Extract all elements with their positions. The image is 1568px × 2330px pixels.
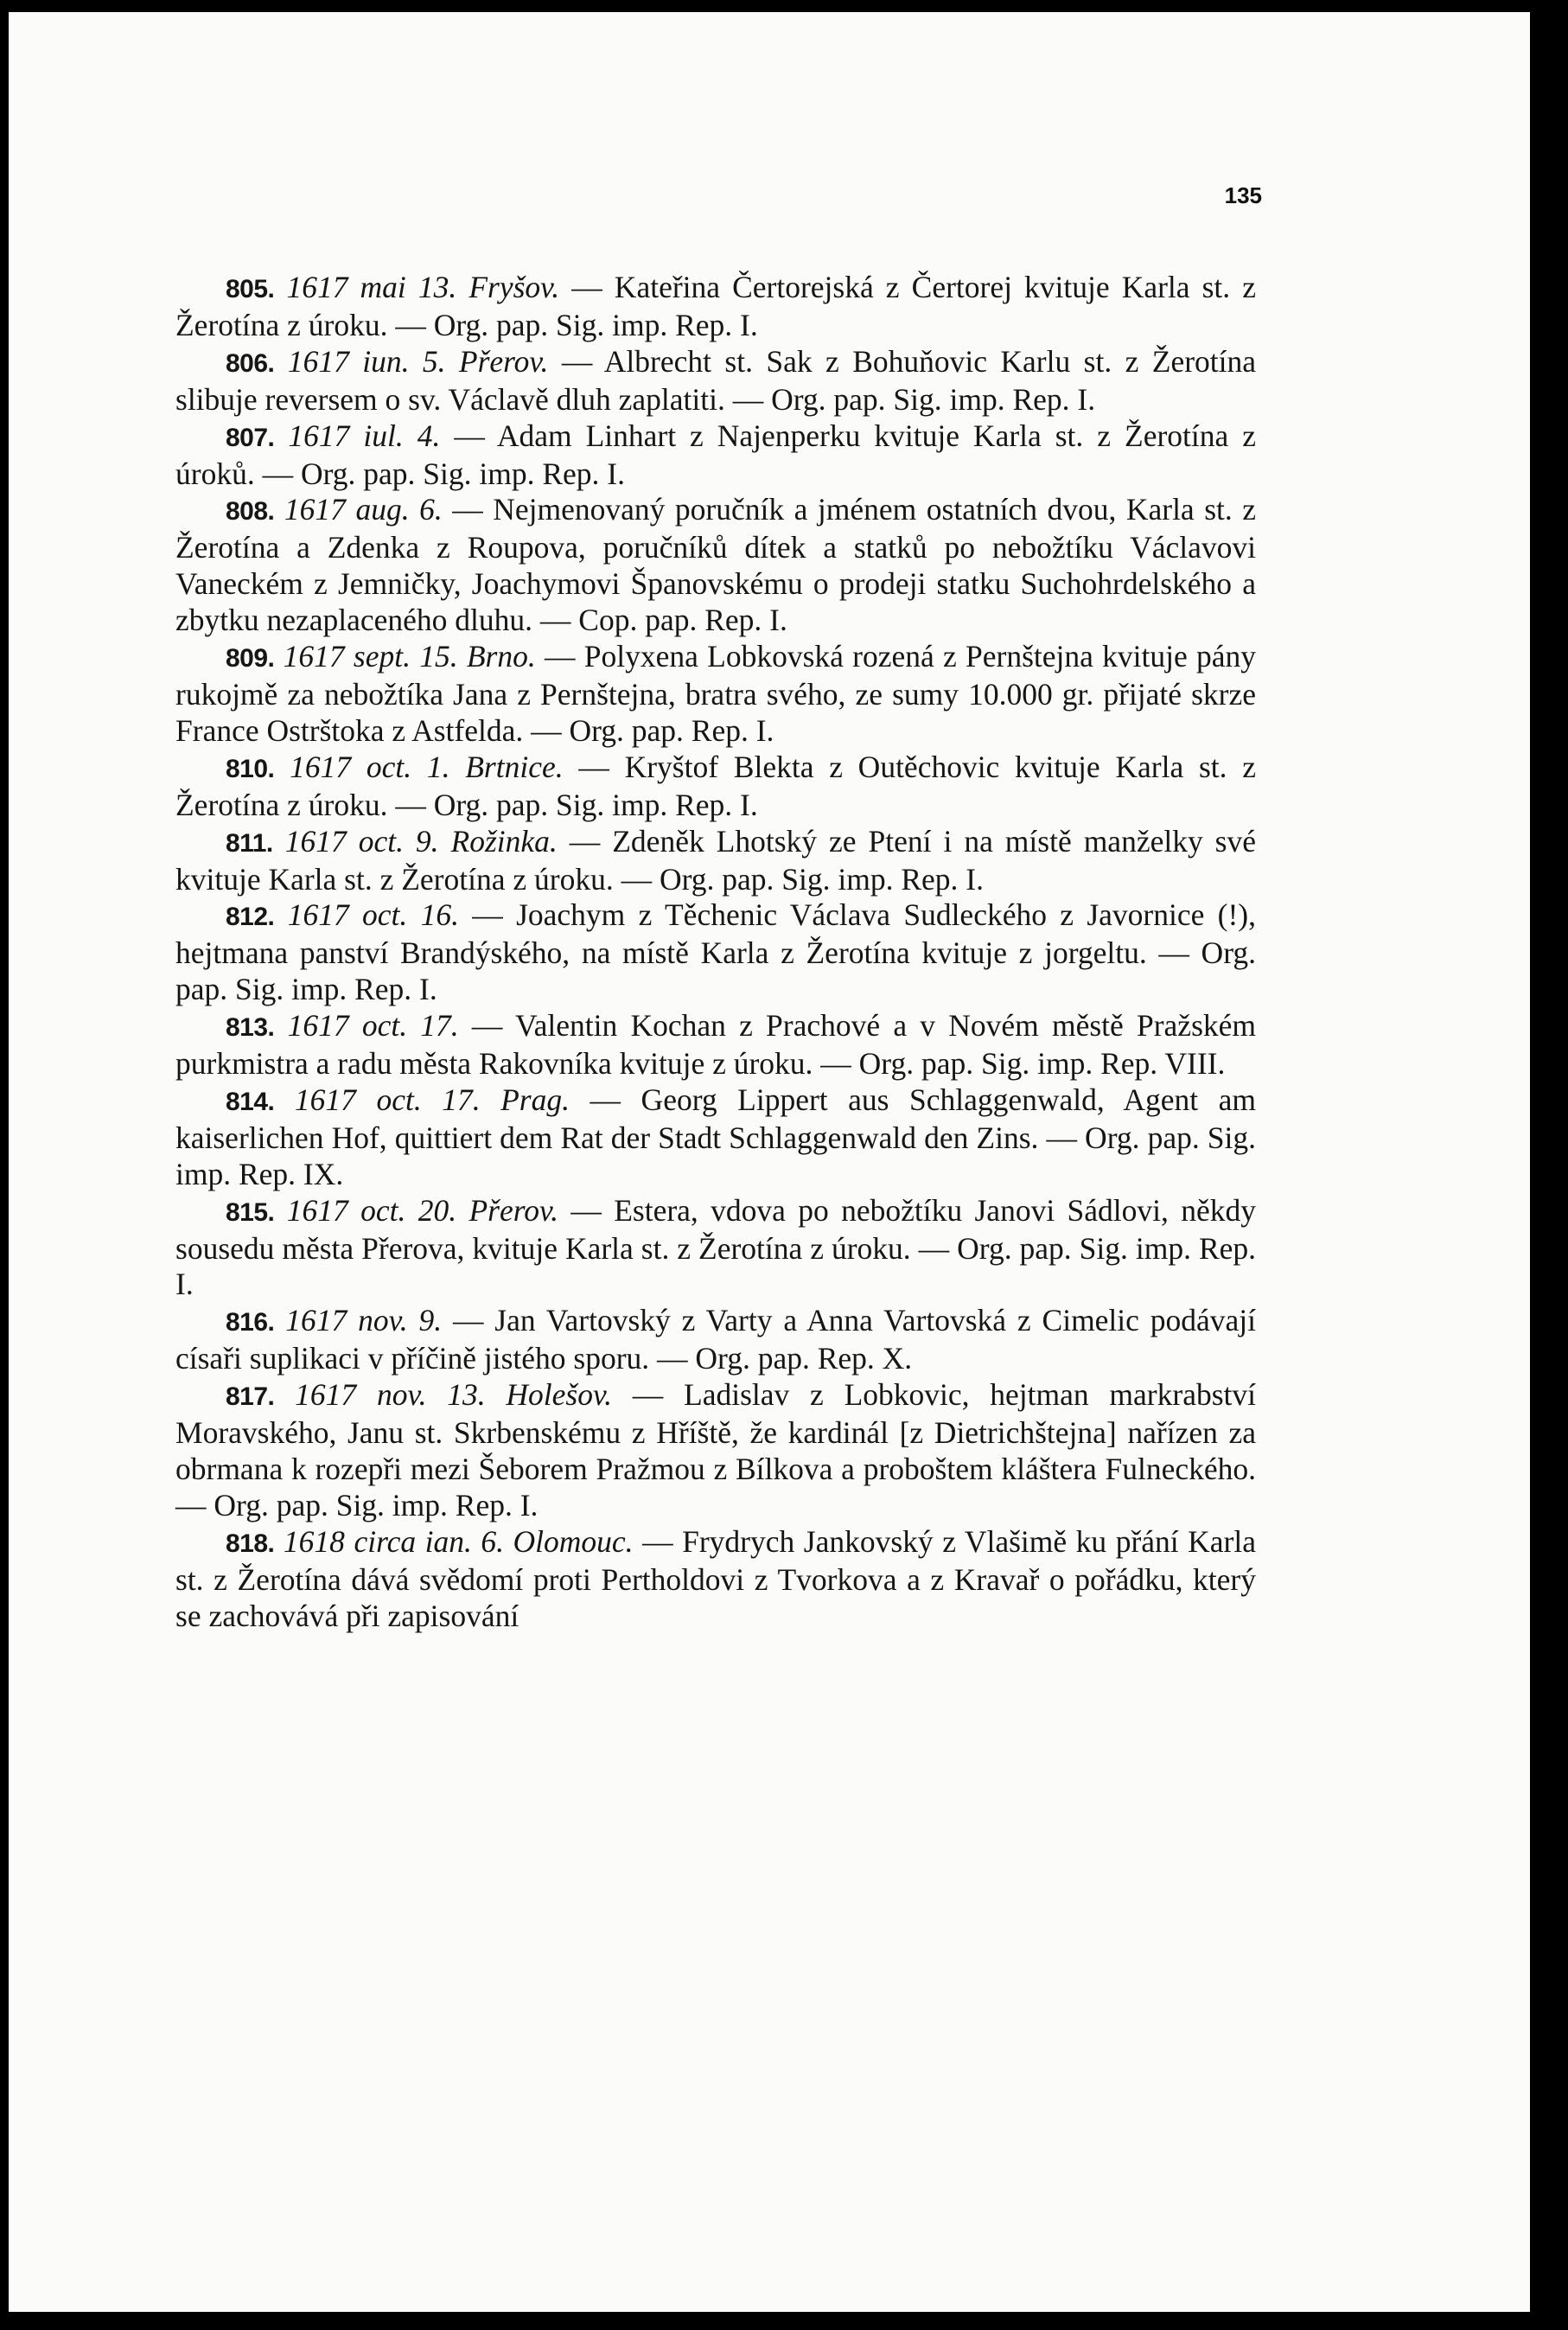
regest-entry — [175, 344, 1256, 418]
entry-text: — Nejmenovaný poručník a jménem ostatních dvou, Karla st. z Žerotína a Zdenka z Roupova, poručníků dítek a statků po nebožtíku Václavovi Vaneckém z Jemničky, Joachymovi Španovskému o prodeji statku Suchohrdelského a zbytku nezaplaceného dluhu. — Cop. pap. Rep. I. — [175, 492, 1257, 638]
entry-date: 1617 aug. 6. — [284, 492, 443, 527]
regest-list — [175, 270, 1256, 1635]
entry-text: — Kateřina Čertorejská z Čertorej kvituje Karla st. z Žerotína z úroku. — Org. pap. Sig. imp. Rep. I. — [175, 270, 1256, 342]
entry-number: 818. — [226, 1529, 275, 1558]
entry-text: — Joachym z Těchenic Václava Sudleckého z Javornice (!), hejtmana panství Brandýského, na místě Karla z Žerotína kvituje z jorgeltu. — Org. pap. Sig. imp. Rep. I. — [175, 897, 1257, 1007]
regest-entry — [175, 750, 1256, 824]
regest-entry — [175, 897, 1256, 1008]
entry-date: 1617 iun. 5. Přerov. — [287, 343, 549, 379]
page-number: 135 — [1224, 182, 1262, 208]
entry-date: 1617 nov. 9. — [285, 1303, 443, 1338]
entry-number: 814. — [226, 1087, 275, 1116]
regest-entry — [175, 1303, 1256, 1377]
entry-text: — Adam Linhart z Najenperku kvituje Karla st. z Žerotína z úroků. — Org. pap. Sig. imp. Rep. I. — [175, 418, 1257, 491]
entry-number: 816. — [226, 1308, 275, 1337]
entry-number: 809. — [226, 644, 275, 673]
entry-number: 805. — [226, 275, 275, 303]
entry-date: 1617 mai 13. Fryšov. — [286, 270, 560, 304]
entry-number: 815. — [226, 1197, 275, 1227]
regest-entry — [175, 1524, 1256, 1635]
entry-text: — Kryštof Blekta z Outěchovic kvituje Karla st. z Žerotína z úroku. — Org. pap. Sig. imp. Rep. I. — [175, 749, 1257, 822]
entry-date: 1618 circa ian. 6. Olomouc. — [283, 1523, 634, 1559]
entry-text: — Polyxena Lobkovská rozená z Pernštejna kvituje pány rukojmě za nebožtíka Jana z Pernštejna, bratra svého, ze sumy 10.000 gr. přijaté skrze France Ostrštoka z Astfelda. — Org. pap. Rep. I. — [175, 639, 1257, 748]
regest-entry — [175, 418, 1256, 493]
entry-date: 1617 oct. 17. — [287, 1008, 459, 1044]
regest-entry — [175, 492, 1256, 639]
entry-date: 1617 oct. 17. Prag. — [294, 1082, 570, 1117]
entry-date: 1617 oct. 16. — [287, 897, 459, 933]
entry-date: 1617 oct. 9. Rožinka. — [284, 823, 558, 859]
regest-entry — [175, 639, 1256, 750]
entry-date: 1617 sept. 15. Brno. — [283, 639, 536, 674]
regest-entry — [175, 1008, 1256, 1082]
entry-date: 1617 oct. 20. Přerov. — [286, 1192, 558, 1228]
regest-entry — [175, 1377, 1256, 1524]
entry-number: 807. — [226, 423, 275, 452]
regest-entry — [175, 824, 1256, 898]
entry-text: — Frydrych Jankovský z Vlašimě ku přání Karla st. z Žerotína dává svědomí proti Pertholdovi z Tvorkova a z Kravař o pořádku, který se zachovává při zapisování — [175, 1523, 1256, 1633]
entry-text: — Valentin Kochan z Prachové a v Novém městě Pražském purkmistra a radu města Rakovníka kvituje z úroku. — Org. pap. Sig. imp. Rep. VIII. — [175, 1008, 1257, 1082]
entry-text: — Estera, vdova po nebožtíku Janovi Sádlovi, někdy sousedu města Přerova, kvituje Karla st. z Žerotína z úroku. — Org. pap. Sig. imp. Rep. I. — [175, 1192, 1257, 1302]
entry-number: 811. — [226, 828, 273, 858]
entry-date: 1617 oct. 1. Brtnice. — [290, 749, 564, 784]
entry-number: 810. — [226, 754, 275, 783]
entry-text: — Georg Lippert aus Schlaggenwald, Agent am kaiserlichen Hof, quittiert dem Rat der Stadt Schlaggenwald den Zins. — Org. pap. Sig. imp. Rep. IX. — [175, 1082, 1257, 1191]
entry-text: — Albrecht st. Sak z Bohuňovic Karlu st. z Žerotína slibuje reversem o sv. Václavě dluh zaplatiti. — Org. pap. Sig. imp. Rep. I. — [175, 343, 1257, 417]
entry-text: — Jan Vartovský z Varty a Anna Vartovská z Cimelic podávají císaři suplikaci v příčině jistého sporu. — Org. pap. Rep. X. — [175, 1303, 1257, 1376]
entry-text: — Zdeněk Lhotský ze Ptení i na místě manželky své kvituje Karla st. z Žerotína z úroku. — Org. pap. Sig. imp. Rep. I. — [175, 823, 1256, 897]
entry-number: 813. — [226, 1013, 275, 1043]
entry-number: 817. — [226, 1382, 275, 1412]
book-page — [9, 12, 1530, 2312]
regest-entry — [175, 1193, 1256, 1304]
regest-entry — [175, 1082, 1256, 1193]
entry-number: 812. — [226, 903, 275, 932]
entry-date: 1617 nov. 13. Holešov. — [295, 1377, 612, 1413]
entry-text: — Ladislav z Lobkovic, hejtman markrabství Moravského, Janu st. Skrbenskému z Hříště, že kardinál [z Dietrichštejna] nařízen za obrmana k rozepři mezi Šeborem Pražmou z Bílkova a proboštem kláštera Fulneckého. — Org. pap. Sig. imp. Rep. I. — [175, 1377, 1256, 1522]
entry-date: 1617 iul. 4. — [288, 418, 441, 453]
regest-entry — [175, 270, 1256, 344]
entry-number: 808. — [226, 497, 275, 527]
entry-number: 806. — [226, 348, 275, 378]
